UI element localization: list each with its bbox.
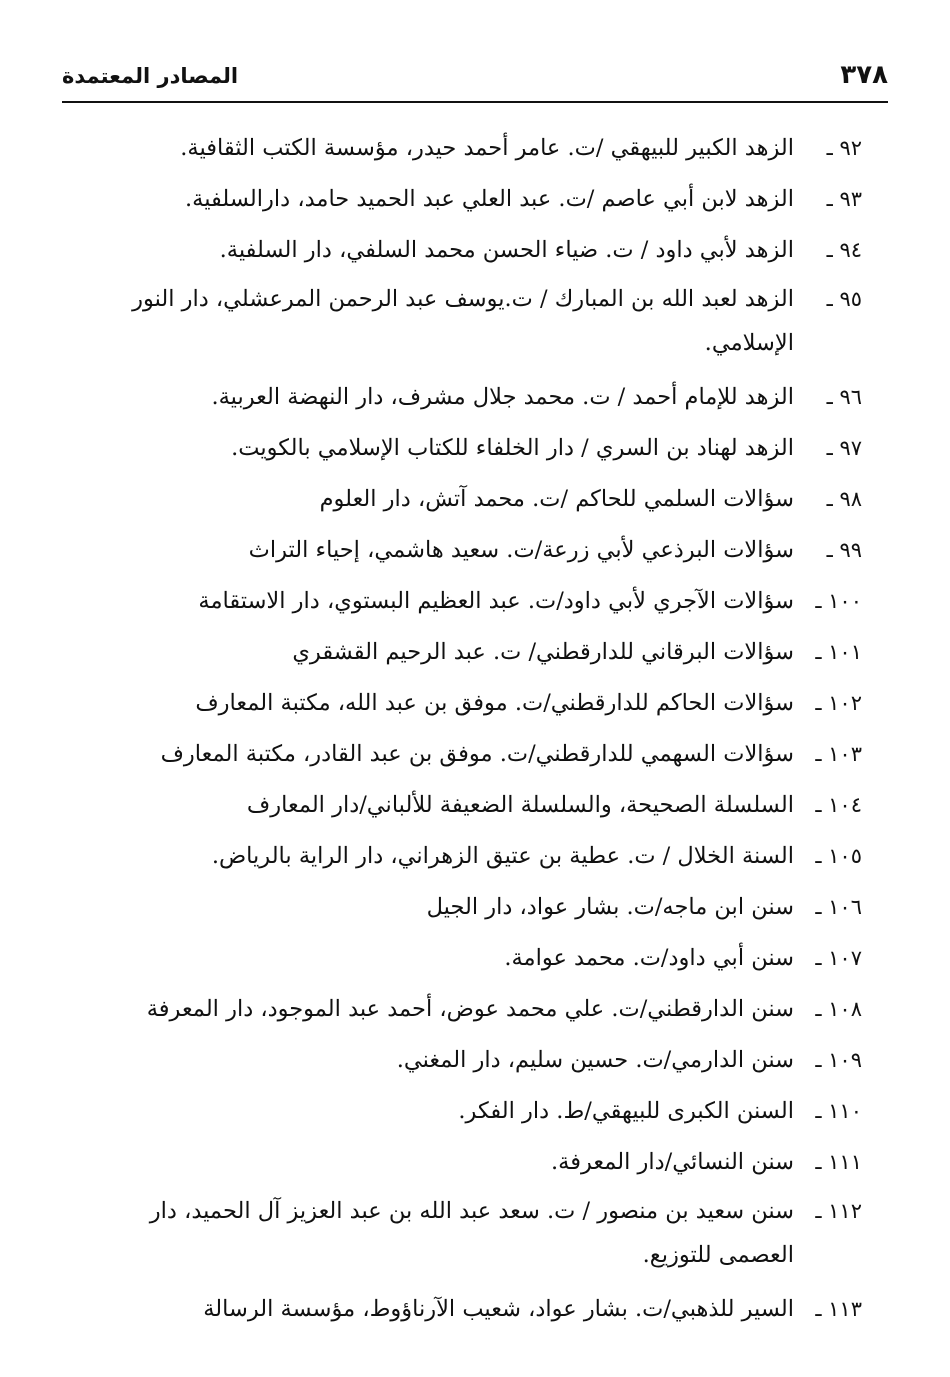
entry-text: سنن ابن ماجه/ت. بشار عواد، دار الجيل <box>426 894 794 920</box>
bibliography-entry <box>70 1189 862 1285</box>
entry-text: سؤالات البرقاني للدارقطني/ ت. عبد الرحيم القشقري <box>292 639 794 665</box>
entry-number: ٩٥ ـ <box>826 287 862 311</box>
entry-number: ١٠٤ ـ <box>815 793 862 817</box>
bibliography-entry <box>70 124 862 175</box>
entry-number: ١٠٨ ـ <box>815 997 862 1021</box>
entry-number: ٩٦ ـ <box>826 385 862 409</box>
entry-text: سنن سعيد بن منصور / ت. سعد عبد الله بن عبد العزيز آل الحميد، دار العصمى للتوزيع. <box>149 1198 794 1268</box>
entry-text: سنن النسائي/دار المعرفة. <box>551 1149 794 1175</box>
entry-text: سنن الدارمي/ت. حسين سليم، دار المغني. <box>396 1047 794 1073</box>
entry-text: سؤالات الآجري لأبي داود/ت. عبد العظيم البستوي، دار الاستقامة <box>198 588 794 614</box>
entry-text: الزهد للإمام أحمد / ت. محمد جلال مشرف، دار النهضة العربية. <box>211 384 794 410</box>
entry-number: ١١٠ ـ <box>815 1099 862 1123</box>
page-header <box>62 58 888 98</box>
bibliography-entry <box>70 1036 862 1087</box>
bibliography-entry <box>70 883 862 934</box>
bibliography-entry <box>70 277 862 373</box>
entry-text: السلسلة الصحيحة، والسلسلة الضعيفة للألباني/دار المعارف <box>246 792 794 818</box>
entry-text: الزهد الكبير للبيهقي /ت. عامر أحمد حيدر، مؤسسة الكتب الثقافية. <box>180 135 794 161</box>
bibliography-entry <box>70 781 862 832</box>
entry-text: السنة الخلال / ت. عطية بن عتيق الزهراني، دار الراية بالرياض. <box>211 843 794 869</box>
entry-text: سؤالات البرذعي لأبي زرعة/ت. سعيد هاشمي، إحياء التراث <box>248 537 794 563</box>
bibliography-entry <box>70 985 862 1036</box>
entry-text: الزهد لهناد بن السري / دار الخلفاء للكتاب الإسلامي بالكويت. <box>231 435 794 461</box>
entry-number: ٩٩ ـ <box>826 538 862 562</box>
bibliography-entry <box>70 424 862 475</box>
bibliography-entry <box>70 373 862 424</box>
bibliography-entry <box>70 1138 862 1189</box>
header-rule <box>62 101 888 103</box>
entry-number: ٩٨ ـ <box>826 487 862 511</box>
entry-number: ١٠٢ ـ <box>815 691 862 715</box>
bibliography-entry <box>70 730 862 781</box>
entry-text: الزهد لأبي داود / ت. ضياء الحسن محمد السلفي، دار السلفية. <box>219 237 794 263</box>
bibliography-entry <box>70 1087 862 1138</box>
running-title: المصادر المعتمدة <box>62 64 239 88</box>
bibliography-entry <box>70 175 862 226</box>
entry-text: سنن أبي داود/ت. محمد عوامة. <box>504 945 794 971</box>
bibliography-entry <box>70 226 862 277</box>
entry-number: ٩٤ ـ <box>826 238 862 262</box>
entry-text: سؤالات الحاكم للدارقطني/ت. موفق بن عبد الله، مكتبة المعارف <box>195 690 794 716</box>
entry-text: سؤالات السهمي للدارقطني/ت. موفق بن عبد القادر، مكتبة المعارف <box>160 741 794 767</box>
entry-text: السنن الكبرى للبيهقي/ط. دار الفكر. <box>458 1098 794 1124</box>
entry-number: ١١١ ـ <box>815 1150 862 1174</box>
bibliography-entry <box>70 1285 862 1336</box>
entry-number: ١٠١ ـ <box>815 640 862 664</box>
bibliography-entry <box>70 679 862 730</box>
entry-number: ٩٢ ـ <box>826 136 862 160</box>
entry-number: ١٠٠ ـ <box>815 589 862 613</box>
page-number: ٣٧٨ <box>840 60 888 90</box>
entry-text: السير للذهبي/ت. بشار عواد، شعيب الآرناؤوط، مؤسسة الرسالة <box>203 1296 794 1322</box>
bibliography-entry <box>70 832 862 883</box>
entry-number: ١١٢ ـ <box>815 1199 862 1223</box>
bibliography-entry <box>70 526 862 577</box>
bibliography-entry <box>70 577 862 628</box>
entry-number: ١٠٧ ـ <box>815 946 862 970</box>
bibliography-entry <box>70 475 862 526</box>
entry-text: سؤالات السلمي للحاكم /ت. محمد آتش، دار العلوم <box>319 486 794 512</box>
entry-number: ١١٣ ـ <box>815 1297 862 1321</box>
entry-number: ١٠٦ ـ <box>815 895 862 919</box>
bibliography-entry <box>70 628 862 679</box>
entry-number: ٩٧ ـ <box>826 436 862 460</box>
entry-number: ١٠٩ ـ <box>815 1048 862 1072</box>
entry-number: ١٠٣ ـ <box>815 742 862 766</box>
entry-text: سنن الدارقطني/ت. علي محمد عوض، أحمد عبد الموجود، دار المعرفة <box>146 996 794 1022</box>
bibliography-list <box>70 124 862 1336</box>
entry-number: ١٠٥ ـ <box>815 844 862 868</box>
bibliography-entry <box>70 934 862 985</box>
entry-number: ٩٣ ـ <box>826 187 862 211</box>
entry-text: الزهد لابن أبي عاصم /ت. عبد العلي عبد الحميد حامد، دارالسلفية. <box>185 186 794 212</box>
entry-text: الزهد لعبد الله بن المبارك / ت.يوسف عبد الرحمن المرعشلي، دار النور الإسلامي. <box>132 286 794 356</box>
